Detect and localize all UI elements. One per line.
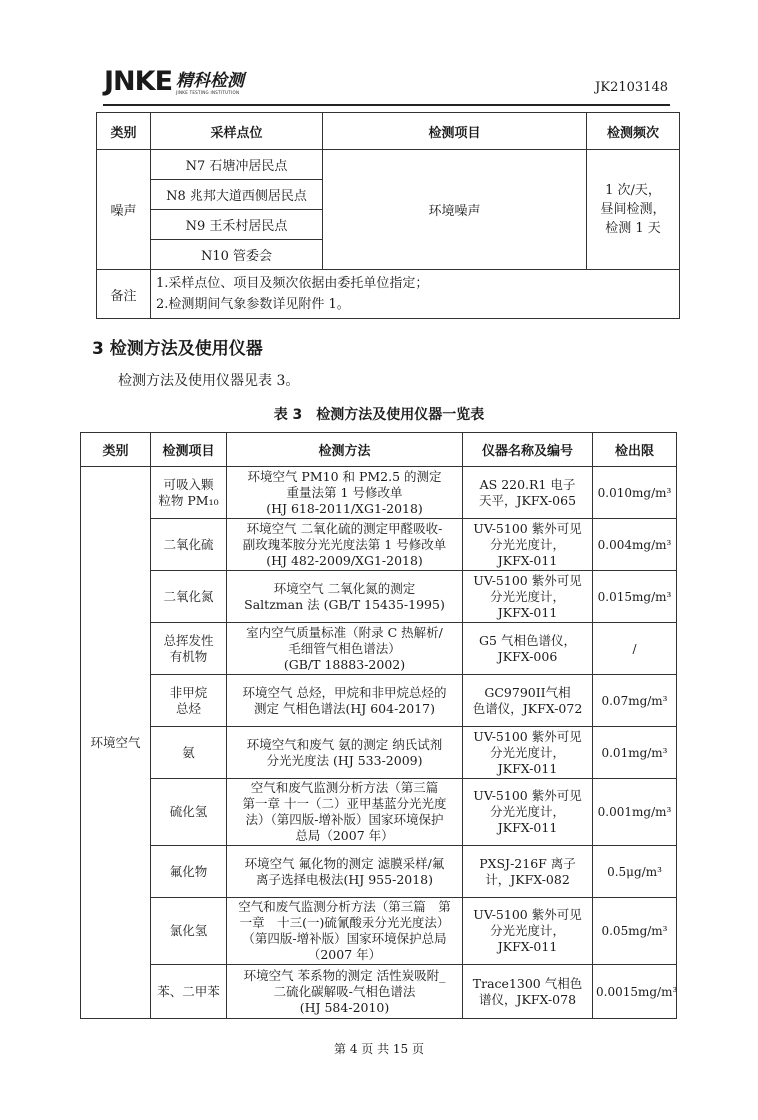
- table-caption: 表 3 检测方法及使用仪器一览表: [273, 407, 485, 423]
- instrument-cell-line: 谱仪，JKFX-078: [478, 991, 577, 1007]
- method-cell-line: 环境空气 苯系物的测定 活性炭吸附_: [243, 967, 446, 983]
- test-item-cell-line: 氯化氢: [169, 923, 208, 938]
- instrument-cell-line: GC9790II气相: [484, 684, 571, 700]
- header-method: 检测方法: [227, 433, 463, 467]
- instrument-cell-line: 计，JKFX-082: [485, 871, 570, 887]
- instrument-cell-line: JKFX-006: [497, 648, 558, 664]
- method-cell-line: 一章 十三(一)硫氰酸汞分光光度法）: [239, 915, 450, 930]
- method-cell-line: 环境空气 二氧化硫的测定甲醛吸收-: [246, 520, 443, 536]
- method-cell-line: (HJ 584-2010): [299, 999, 390, 1015]
- table-row: [81, 898, 677, 965]
- detection-limit-cell: 0.05mg/m³: [593, 898, 677, 965]
- instrument-cell-line: JKFX-011: [497, 820, 558, 835]
- instrument-cell-line: 分光光度计，: [489, 923, 565, 938]
- test-item-cell: [151, 571, 227, 623]
- method-cell: [227, 623, 463, 675]
- instrument-cell: [463, 779, 593, 846]
- table-row: [81, 727, 677, 779]
- company-logo: [104, 68, 244, 96]
- note-label: 备注: [97, 270, 151, 319]
- test-item-cell-line: 可吸入颗: [163, 476, 214, 492]
- methods-instruments-table: [80, 432, 677, 1019]
- frequency-line: 1 次/天，: [605, 183, 661, 198]
- instrument-cell-line: G5 气相色谱仪，: [479, 632, 576, 648]
- instrument-cell-line: UV-5100 紫外可见: [473, 788, 582, 803]
- detection-limit-cell: 0.001mg/m³: [593, 779, 677, 846]
- instrument-cell: [463, 519, 593, 571]
- logo-subtitle: JINKE TESTING INSTITUTION: [176, 90, 240, 95]
- header-sampling-point: 采样点位: [151, 113, 323, 150]
- method-cell-line: 二硫化碳解吸-气相色谱法: [273, 983, 416, 999]
- method-cell-line: (HJ 618-2011/XG1-2018): [266, 500, 423, 516]
- test-item-cell-line: 二氧化氮: [163, 588, 214, 604]
- header-category: 类别: [97, 113, 151, 150]
- sampling-point: N7 石塘冲居民点: [151, 150, 323, 180]
- detection-limit-cell: 0.07mg/m³: [593, 675, 677, 727]
- method-cell-line: 环境空气 二氧化氮的测定: [273, 580, 416, 596]
- test-item-cell: [151, 779, 227, 846]
- frequency-line: 检测 1 天: [605, 221, 661, 236]
- method-cell-line: Saltzman 法 (GB/T 15435-1995): [244, 596, 445, 612]
- document-number: JK2103148: [595, 80, 668, 95]
- method-cell-line: 室内空气质量标准（附录 C 热解析/: [246, 624, 443, 640]
- test-item-cell: 环境噪声: [323, 150, 587, 270]
- instrument-cell-line: JKFX-011: [497, 552, 558, 568]
- sampling-point: N10 管委会: [151, 240, 323, 270]
- header-test-item: 检测项目: [323, 113, 587, 150]
- instrument-cell: [463, 898, 593, 965]
- instrument-cell: [463, 623, 593, 675]
- method-cell: [227, 779, 463, 846]
- method-cell-line: 重量法第 1 号修改单: [286, 484, 403, 500]
- logo-text-cn: 精科检测: [176, 71, 245, 91]
- instrument-cell-line: UV-5100 紫外可见: [473, 572, 582, 588]
- instrument-cell-line: UV-5100 紫外可见: [473, 520, 582, 536]
- method-cell-line: 测定 气相色谱法(HJ 604-2017): [253, 700, 435, 716]
- test-item-cell: [151, 846, 227, 898]
- instrument-cell-line: JKFX-011: [497, 939, 558, 954]
- sampling-point: N8 兆邦大道西侧居民点: [151, 180, 323, 210]
- methods-table-body: [81, 467, 677, 1019]
- instrument-cell-line: UV-5100 紫外可见: [473, 728, 582, 744]
- test-item-cell-line: 非甲烷: [169, 684, 208, 700]
- instrument-cell: [463, 571, 593, 623]
- table-row: [81, 467, 677, 519]
- method-cell-line: 副玫瑰苯胺分光光度法第 1 号修改单: [242, 536, 447, 552]
- note-line: 2.检测期间气象参数详见附件 1。: [156, 297, 350, 312]
- noise-sampling-table: [96, 112, 680, 319]
- test-item-cell: [151, 727, 227, 779]
- method-cell-line: (HJ 482-2009/XG1-2018): [266, 552, 423, 568]
- method-cell: [227, 965, 463, 1019]
- note-row: [97, 270, 680, 319]
- method-cell: [227, 675, 463, 727]
- instrument-cell-line: 分光光度计，: [489, 804, 565, 819]
- instrument-cell-line: 分光光度计，: [489, 744, 565, 760]
- method-cell: [227, 467, 463, 519]
- method-cell: [227, 846, 463, 898]
- section-text: 检测方法及使用仪器见表 3。: [118, 373, 300, 389]
- sampling-point: N9 王禾村居民点: [151, 210, 323, 240]
- instrument-cell: [463, 727, 593, 779]
- detection-limit-cell: 0.010mg/m³: [593, 467, 677, 519]
- detection-limit-cell: 0.004mg/m³: [593, 519, 677, 571]
- table-header-row: [81, 433, 677, 467]
- detection-limit-cell: 0.01mg/m³: [593, 727, 677, 779]
- instrument-cell-line: PXSJ-216F 离子: [479, 855, 576, 871]
- instrument-cell-line: 分光光度计，: [489, 588, 565, 604]
- test-item-cell: [151, 467, 227, 519]
- logo-text-en: JNKE: [104, 66, 173, 97]
- instrument-cell: [463, 965, 593, 1019]
- category-cell: 噪声: [97, 150, 151, 270]
- table-row: [81, 623, 677, 675]
- header-test-item: 检测项目: [151, 433, 227, 467]
- detection-limit-cell: 0.0015mg/m³: [593, 965, 677, 1019]
- instrument-cell-line: 分光光度计，: [489, 536, 565, 552]
- instrument-cell: [463, 846, 593, 898]
- table-row: [81, 846, 677, 898]
- table-row: [81, 519, 677, 571]
- method-cell-line: 离子选择电极法(HJ 955-2018): [255, 871, 434, 887]
- header-divider: [103, 104, 670, 106]
- instrument-cell-line: UV-5100 紫外可见: [473, 907, 582, 922]
- test-item-cell-line: 氨: [182, 744, 195, 760]
- note-cell: [151, 270, 680, 319]
- table-row: [97, 150, 680, 180]
- table-row: [81, 675, 677, 727]
- method-cell: [227, 727, 463, 779]
- table-row: [81, 779, 677, 846]
- section-title: 3 检测方法及使用仪器: [92, 339, 263, 359]
- instrument-cell: [463, 467, 593, 519]
- test-item-cell-line: 有机物: [169, 648, 208, 664]
- method-cell-line: 空气和废气监测分析方法（第三篇: [250, 780, 439, 795]
- method-cell-line: （2007 年）: [307, 947, 382, 962]
- frequency-line: 昼间检测，: [600, 202, 666, 217]
- header-frequency: 检测频次: [587, 113, 680, 150]
- method-cell-line: (GB/T 18883-2002): [283, 656, 406, 672]
- page-footer: 第 4 页 共 15 页: [334, 1042, 424, 1056]
- frequency-cell: [587, 150, 680, 270]
- method-cell-line: 分光光度法 (HJ 533-2009): [266, 752, 423, 768]
- table-row: [81, 965, 677, 1019]
- note-line: 1.采样点位、项目及频次依据由委托单位指定；: [156, 276, 429, 291]
- instrument-cell: [463, 675, 593, 727]
- test-item-cell-line: 二氧化硫: [163, 536, 214, 552]
- method-cell-line: （第四版-增补版）国家环境保护总局: [242, 931, 447, 946]
- test-item-cell: [151, 519, 227, 571]
- method-cell: [227, 898, 463, 965]
- instrument-cell-line: JKFX-011: [497, 604, 558, 620]
- test-item-cell-line: 粒物 PM₁₀: [158, 492, 219, 508]
- method-cell-line: 环境空气 总烃，甲烷和非甲烷总烃的: [242, 684, 447, 700]
- detection-limit-cell: 0.015mg/m³: [593, 571, 677, 623]
- method-cell-line: 环境空气 PM10 和 PM2.5 的测定: [247, 468, 442, 484]
- test-item-cell-line: 苯、二甲苯: [157, 983, 220, 999]
- method-cell-line: 环境空气 氟化物的测定 滤膜采样/氟: [244, 855, 445, 871]
- test-item-cell: [151, 898, 227, 965]
- header-category: 类别: [81, 433, 151, 467]
- method-cell-line: 第一章 十一（二）亚甲基蓝分光光度: [242, 796, 447, 811]
- detection-limit-cell: /: [593, 623, 677, 675]
- method-cell-line: 总局（2007 年）: [295, 828, 394, 843]
- test-item-cell: [151, 965, 227, 1019]
- instrument-cell-line: 色谱仪，JKFX-072: [472, 700, 583, 716]
- test-item-cell-line: 硫化氢: [169, 804, 208, 819]
- table-header-row: [97, 113, 680, 150]
- category-cell: 环境空气: [81, 467, 151, 1019]
- method-cell-line: 毛细管气相色谱法）: [288, 640, 401, 656]
- test-item-cell: [151, 675, 227, 727]
- test-item-cell-line: 氟化物: [169, 863, 208, 879]
- test-item-cell-line: 总挥发性: [163, 632, 214, 648]
- test-item-cell-line: 总烃: [175, 700, 201, 716]
- instrument-cell-line: JKFX-011: [497, 760, 558, 776]
- header-detection-limit: 检出限: [593, 433, 677, 467]
- test-item-cell: [151, 623, 227, 675]
- method-cell-line: 法）（第四版-增补版）国家环境保护: [245, 812, 444, 827]
- header-instrument: 仪器名称及编号: [463, 433, 593, 467]
- instrument-cell-line: 天平，JKFX-065: [478, 492, 577, 508]
- instrument-cell-line: Trace1300 气相色: [472, 975, 583, 991]
- method-cell-line: 环境空气和废气 氨的测定 纳氏试剂: [246, 736, 443, 752]
- instrument-cell-line: AS 220.R1 电子: [479, 476, 576, 492]
- table-row: [81, 571, 677, 623]
- detection-limit-cell: 0.5μg/m³: [593, 846, 677, 898]
- method-cell: [227, 519, 463, 571]
- method-cell-line: 空气和废气监测分析方法（第三篇 第: [238, 899, 451, 914]
- method-cell: [227, 571, 463, 623]
